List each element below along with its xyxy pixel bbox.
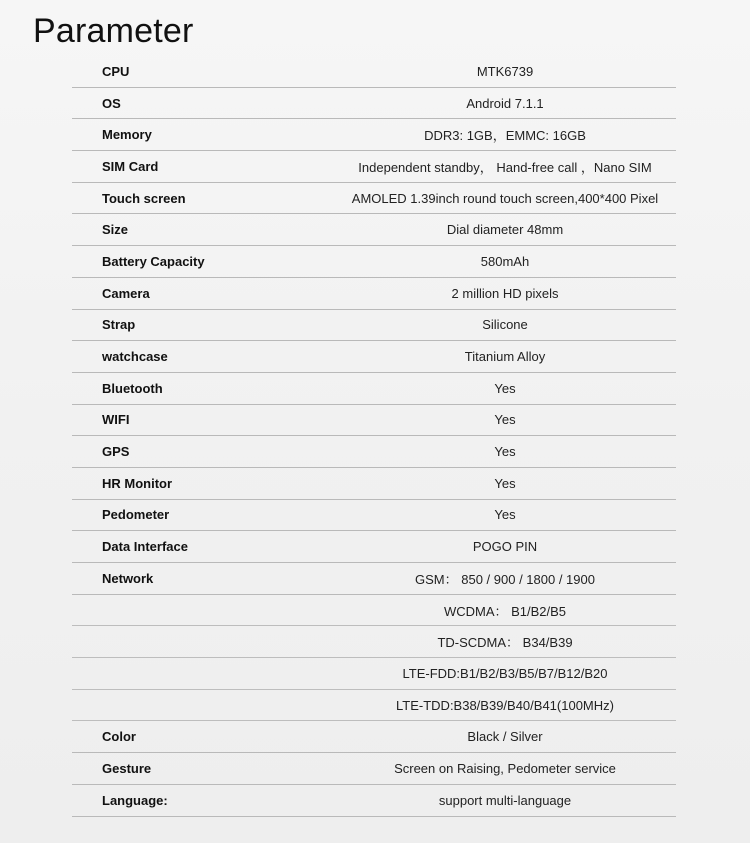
spec-row [72,183,676,215]
page-title: Parameter [33,12,194,50]
spec-label: watchcase [102,349,168,365]
spec-label: Gesture [102,760,152,776]
spec-row [72,785,676,817]
spec-row [72,658,676,690]
spec-value: Dial diameter 48mm [446,222,564,238]
spec-row [72,56,676,88]
spec-value: Android 7.1.1 [466,95,544,111]
spec-label: Pedometer [102,507,170,523]
spec-value: LTE-TDD:B38/B39/B40/B41(100MHz) [396,697,614,713]
spec-row [72,373,676,405]
spec-value: TD-SCDMA： B34/B39 [437,635,573,651]
spec-value: Yes [494,475,516,491]
spec-row [72,595,676,627]
spec-value: Yes [494,412,516,428]
spec-label: Size [102,222,129,238]
spec-label: Camera [102,285,150,301]
spec-label: SIM Card [102,158,159,174]
spec-value: Black / Silver [467,729,543,745]
spec-label: OS [102,95,121,111]
spec-value: Titanium Alloy [464,349,546,365]
spec-row [72,753,676,785]
spec-value: 580mAh [480,253,530,269]
spec-row [72,214,676,246]
spec-value: WCDMA： B1/B2/B5 [443,603,567,619]
spec-label: CPU [102,63,130,79]
spec-value: 2 million HD pixels [451,285,559,301]
spec-row [72,468,676,500]
spec-value: Yes [494,444,516,460]
spec-value: Independent standby， Hand-free call ，Nano SIM [358,159,652,175]
spec-row [72,626,676,658]
spec-value: DDR3: 1GB，EMMC: 16GB [424,128,586,144]
spec-row [72,341,676,373]
spec-row [72,119,676,151]
spec-row [72,151,676,183]
spec-row [72,690,676,722]
spec-row [72,310,676,342]
spec-label: Color [102,729,136,745]
spec-value: MTK6739 [476,63,534,79]
spec-label: Memory [102,127,152,143]
spec-label: Strap [102,317,136,333]
spec-label: Battery Capacity [102,253,205,269]
spec-value: LTE-FDD:B1/B2/B3/B5/B7/B12/B20 [402,665,608,681]
spec-label: Network [102,570,154,586]
spec-label: Data Interface [102,539,188,555]
spec-row [72,436,676,468]
spec-row [72,246,676,278]
spec-row [72,88,676,120]
spec-value: support multi-language [438,792,572,808]
spec-label: HR Monitor [102,475,173,491]
spec-value: POGO PIN [472,539,538,555]
spec-row [72,563,676,595]
spec-row [72,500,676,532]
spec-label: Language: [102,792,168,808]
spec-value: Screen on Raising, Pedometer service [394,760,616,776]
spec-row [72,278,676,310]
spec-label: Bluetooth [102,380,163,396]
spec-label: GPS [102,444,130,460]
spec-value: GSM： 850 / 900 / 1800 / 1900 [415,571,595,587]
spec-row [72,405,676,437]
spec-value: AMOLED 1.39inch round touch screen,400*400 Pixel [351,190,659,206]
spec-label: WIFI [102,412,130,428]
spec-row [72,531,676,563]
spec-label: Touch screen [102,190,186,206]
spec-value: Yes [494,380,516,396]
spec-row [72,721,676,753]
spec-value: Silicone [482,317,528,333]
spec-table [72,56,676,817]
spec-value: Yes [494,507,516,523]
